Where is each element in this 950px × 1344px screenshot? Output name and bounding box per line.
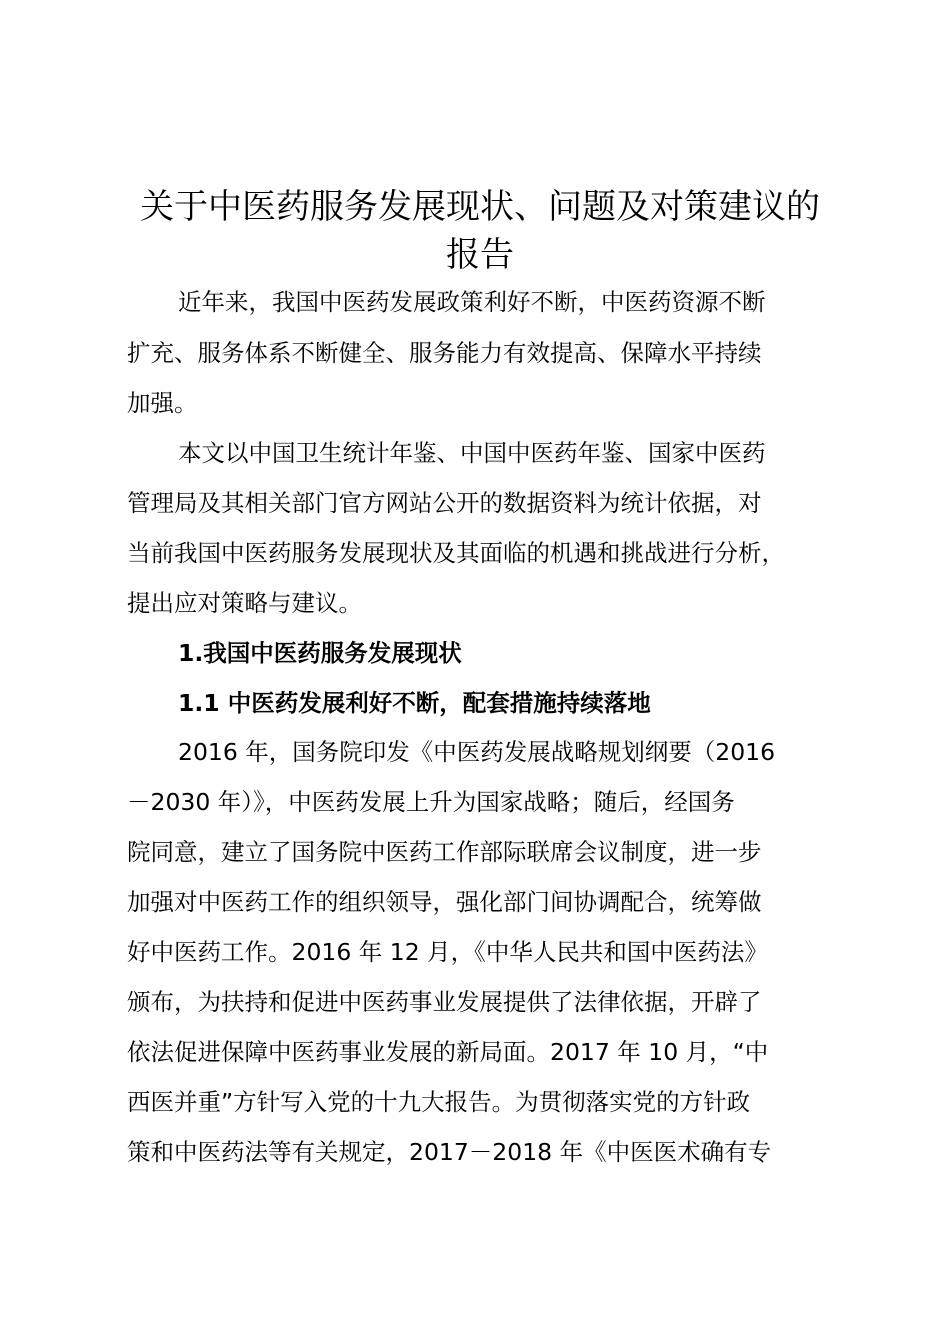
paragraph-3-line-8: 西医并重”方针写入党的十九大报告。为贯彻落实党的方针政: [127, 1088, 751, 1116]
paragraph-3-line-2: －2030 年）》，中医药发展上升为国家战略；随后，经国务: [127, 788, 735, 816]
document-title-line-1: 关于中医药服务发展现状、问题及对策建议的: [140, 187, 820, 227]
paragraph-2-line-3: 当前我国中医药服务发展现状及其面临的机遇和挑战进行分析，: [127, 539, 785, 567]
paragraph-3-line-4: 加强对中医药工作的组织领导，强化部门间协调配合，统筹做: [127, 888, 762, 916]
paragraph-3-line-7: 依法促进保障中医药事业发展的新局面。2017 年 10 月，“中: [127, 1038, 769, 1066]
paragraph-3-line-5: 好中医药工作。2016 年 12 月，《中华人民共和国中医药法》: [127, 938, 768, 966]
paragraph-3-line-6: 颁布，为扶持和促进中医药事业发展提供了法律依据，开辟了: [127, 988, 762, 1016]
section-heading-1: 1.我国中医药服务发展现状: [178, 639, 462, 667]
paragraph-3-line-3: 院同意，建立了国务院中医药工作部际联席会议制度，进一步: [127, 838, 762, 866]
paragraph-1-line-3: 加强。: [127, 389, 198, 417]
paragraph-2-line-1: 本文以中国卫生统计年鉴、中国中医药年鉴、国家中医药: [178, 439, 766, 467]
paragraph-1-line-2: 扩充、服务体系不断健全、服务能力有效提高、保障水平持续: [127, 339, 762, 367]
paragraph-1-line-1: 近年来，我国中医药发展政策利好不断，中医药资源不断: [178, 288, 766, 316]
paragraph-2-line-4: 提出应对策略与建议。: [127, 589, 362, 617]
paragraph-3-line-9: 策和中医药法等有关规定，2017－2018 年《中医医术确有专: [127, 1138, 772, 1166]
document-title-line-2: 报告: [446, 235, 514, 275]
paragraph-3-line-1: 2016 年，国务院印发《中医药发展战略规划纲要（2016: [178, 738, 776, 766]
paragraph-2-line-2: 管理局及其相关部门官方网站公开的数据资料为统计依据，对: [127, 489, 762, 517]
section-heading-1-1: 1.1 中医药发展利好不断，配套措施持续落地: [178, 689, 651, 717]
